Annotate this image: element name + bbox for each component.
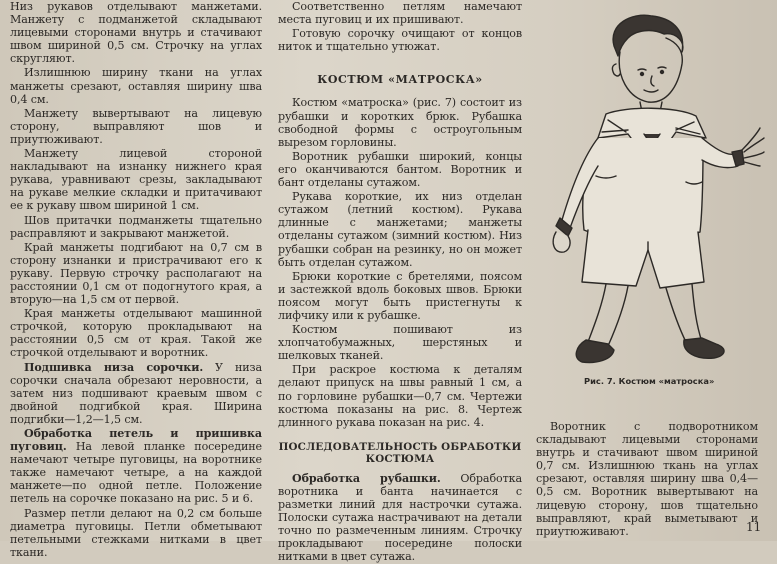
paragraph: При раскрое костюма к деталям делают припуск на швы равный 1 см, а по горловине рубашки—0,7 см. Чертежи костюма показаны на рис. 8. Чертеж длинного рукава показан на рис. 4. — [278, 363, 522, 429]
paragraph: Готовую сорочку очищают от концов ниток и тщательно утюжат. — [278, 27, 522, 54]
shirt-text: Обработка воротника и банта начинается с разметки линий для настрочки сутажа. Полоски сутажа настрачивают на детали точно по размеченным линиям. Строчку прокладывают посередине полоски нитками в цвет сутажа. — [278, 471, 522, 564]
subsection-heading-line: КОСТЮМА — [365, 453, 435, 466]
right-shoe — [684, 338, 724, 358]
paragraph: Костюм пошивают из хлопчатобумажных, шерстяных и шелковых тканей. — [278, 323, 522, 363]
hem-title: Подшивка низа сорочки. — [24, 360, 204, 374]
paragraph: Шов притачки подманжеты тщательно расправляют и закрывают манжетой. — [10, 213, 262, 240]
shirt-title: Обработка рубашки. — [292, 471, 441, 485]
hair — [613, 15, 683, 56]
shirt-paragraph — [278, 472, 522, 564]
paragraph: Брюки короткие с бретелями, поясом и застежкой вдоль боковых швов. Брюки поясом могут быть пристегнуты к лифчику или к рубашке. — [278, 269, 522, 322]
shorts — [582, 230, 704, 288]
subsection-heading — [278, 441, 522, 466]
paragraph: Соответственно петлям намечают места пуговиц и их пришивают. — [278, 0, 522, 27]
hem-paragraph — [10, 361, 262, 426]
loops-title: Обработка петель и пришивка пуговиц. — [10, 427, 262, 454]
right-column — [536, 420, 758, 539]
sailor-suit-illustration — [536, 6, 768, 366]
paragraph: Края манжеты отделывают машинной строчкой, которую прокладывают на расстоянии 0,5 см от края. Такой же строчкой отделывают и воротник. — [10, 307, 262, 360]
paragraph: Рукава короткие, их низ отделан сутажом (летний костюм). Рукава длинные с манжетами; манжеты отделаны сутажом (зимний костюм). Низ рубашки собран на резинку, но он может быть отделан сутажом. — [278, 190, 522, 269]
page-number: 11 — [746, 520, 762, 534]
paragraph: Низ рукавов отделывают манжетами. Манжету с подманжетой складывают лицевыми сторонами внутрь и стачивают швом шириной 0,5 см. Строчку на углах скругляют. — [10, 0, 262, 66]
paragraph: Манжету вывертывают на лицевую сторону, выправляют шов и приутюживают. — [10, 106, 262, 146]
paragraph: Край манжеты подгибают на 0,7 см в сторону изнанки и пристрачивают его к рукаву. Первую строчку располагают на расстоянии 0,1 см от подогнутого края, а вторую—на 1,5 см от первой. — [10, 240, 262, 307]
paragraph: Манжету лицевой стороной накладывают на изнанку нижнего края рукава, уравнивают срезы, закладывают на рукаве мелкие складки и притачивают ее к рукаву швом шириной 1 см. — [10, 147, 262, 213]
paragraph: Размер петли делают на 0,2 см больше диаметра пуговицы. Петли обметывают петельными стежками нитками в цвет ткани. — [10, 506, 262, 559]
figure-caption: Рис. 7. Костюм «матроска» — [584, 376, 715, 386]
paragraph: Воротник рубашки широкий, концы его оканчиваются бантом. Воротник и бант отделаны сутажом. — [278, 149, 522, 190]
right-leg — [666, 284, 702, 342]
paragraph: Излишнюю ширину ткани на углах манжеты срезают, оставляя ширину шва 0,4 см. — [10, 66, 262, 106]
middle-column — [278, 0, 522, 564]
hem-text: У низа сорочки сначала обрезают неровности, а затем низ подшивают краевым швом с двойной подгибкой края. Ширина подгибки—1,2—1,5 см. — [10, 360, 262, 426]
paragraph: Воротник с подворотником складывают лицевыми сторонами внутрь и стачивают швом шириной 0,7 см. Излишнюю ткань на углах срезают, оставляя ширину шва 0,4—0,5 см. Воротник вывертывают на лицевую сторону, шов тщательно выправляют, край выметывают и приутюживают. — [536, 420, 758, 538]
paragraph: Костюм «матроска» (рис. 7) состоит из рубашки и коротких брюк. Рубашка свободной формы с остроугольным вырезом горловины. — [278, 96, 522, 149]
left-leg — [588, 284, 628, 346]
shirt — [583, 138, 704, 239]
loops-text: На левой планке посередине намечают четыре пуговицы, на воротнике также намечают четыре, а на каждой манжете—по одной петле. Положение петель на сорочке показано на рис. 5 и 6. — [10, 440, 262, 506]
section-heading: КОСТЮМ «МАТРОСКА» — [317, 73, 483, 87]
left-shoe — [576, 340, 614, 363]
left-column — [10, 0, 262, 560]
loops-paragraph — [10, 427, 262, 506]
subsection-heading-line: ПОСЛЕДОВАТЕЛЬНОСТЬ ОБРАБОТКИ — [278, 440, 522, 453]
